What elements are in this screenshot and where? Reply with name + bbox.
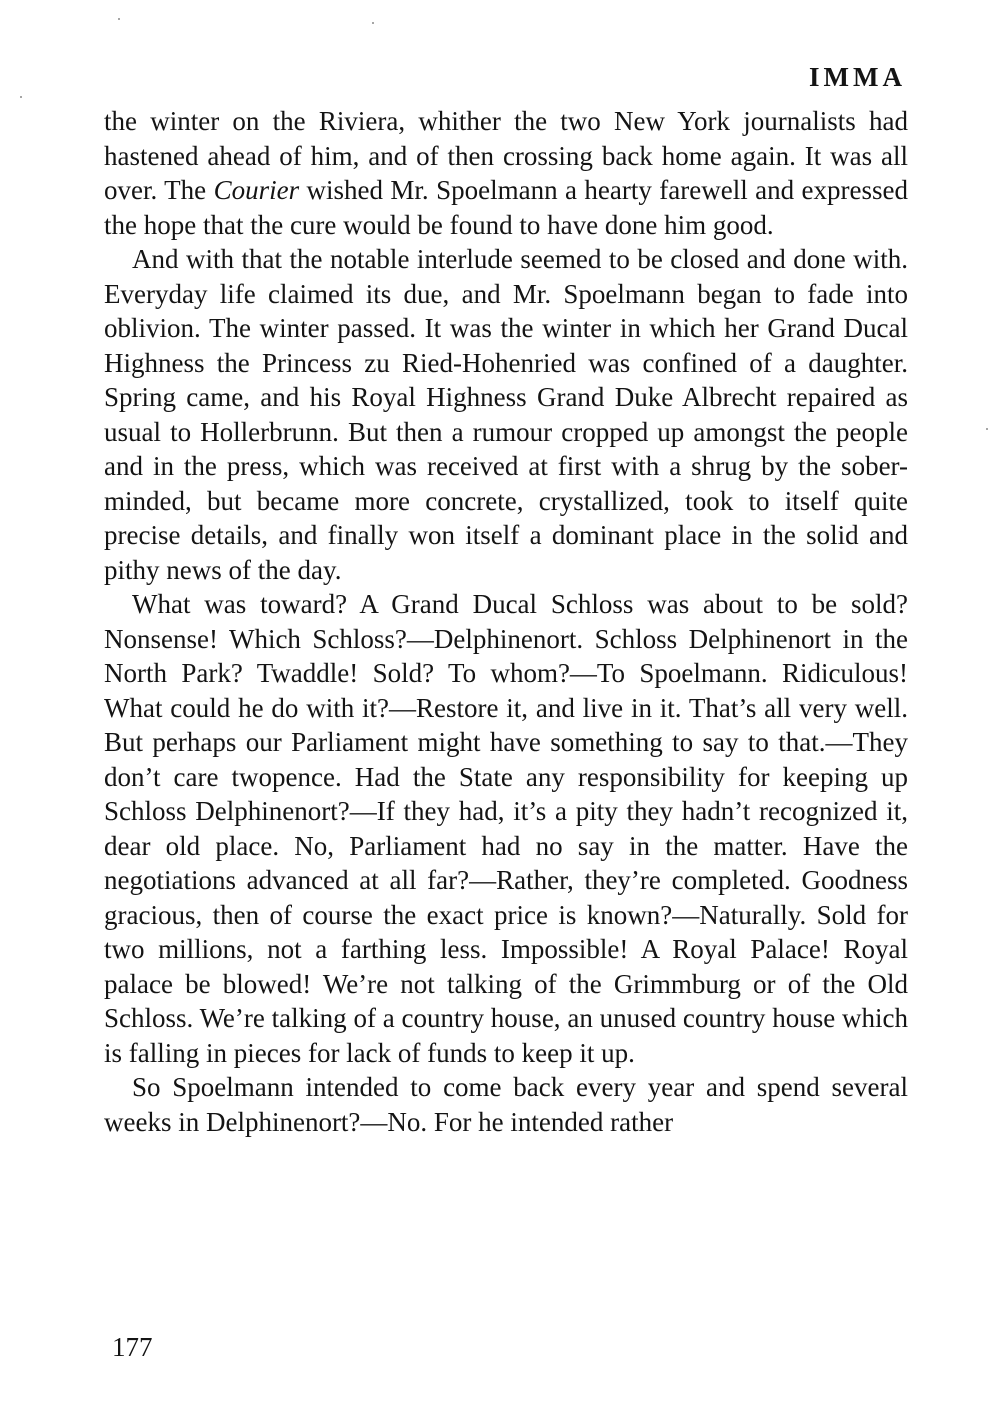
paragraph-1-end: wished Mr. Spoelmann a hearty farewell and expressed the hope that the cure would be found to have done him good.: [104, 175, 908, 240]
running-head: IMMA: [809, 62, 906, 92]
paragraph-1: [104, 104, 908, 242]
paragraph-1-start: the winter on the Riviera, whither the two New York journalists had hastened ahead of him, and of then crossing back home again. It was all over. The: [104, 106, 908, 205]
body-text: [104, 104, 908, 1139]
paragraph-4: So Spoelmann intended to come back every year and spend several weeks in Delphinenort?—No. For he intended rather: [104, 1072, 908, 1137]
print-speck: [20, 96, 22, 98]
paragraph-2: And with that the notable interlude seemed to be closed and done with. Everyday life claimed its due, and Mr. Spoelmann began to fade into oblivion. The winter passed. It was the winter in which her Grand Ducal Highness the Princess zu Ried-Hohenried was confined of a daughter. Spring came, and his Royal Highness Grand Duke Albrecht repaired as usual to Hollerbrunn. But then a rumour cropped up amongst the people and in the press, which was received at first with a shrug by the sober-minded, but became more concrete, crystallized, took to itself quite precise details, and finally won itself a dominant place in the solid and pithy news of the day.: [104, 244, 908, 585]
newspaper-title: Courier: [213, 175, 300, 205]
print-speck: [986, 428, 988, 430]
print-speck: [118, 18, 120, 20]
print-speck: [372, 22, 374, 24]
paragraph-3: What was toward? A Grand Ducal Schloss was about to be sold? Nonsense! Which Schloss?—Delphinenort. Schloss Delphinenort in the North Park? Twaddle! Sold? To whom?—To Spoelmann. Ridiculous! What could he do with it?—Restore it, and live in it. That’s all very well. But perhaps our Parliament might have something to say to that.—They don’t care twopence. Had the State any responsibility for keeping up Schloss Delphinenort?—If they had, it’s a pity they hadn’t recognized it, dear old place. No, Parliament had no say in the matter. Have the negotiations advanced at all far?—Rather, they’re completed. Goodness gracious, then of course the exact price is known?—Naturally. Sold for two millions, not a farthing less. Impossible! A Royal Palace! Royal palace be blowed! We’re not talking of the Grimmburg or of the Old Schloss. We’re talking of a country house, an unused country house which is falling in pieces for lack of funds to keep it up.: [104, 589, 908, 1068]
page-number: 177: [112, 1332, 153, 1362]
